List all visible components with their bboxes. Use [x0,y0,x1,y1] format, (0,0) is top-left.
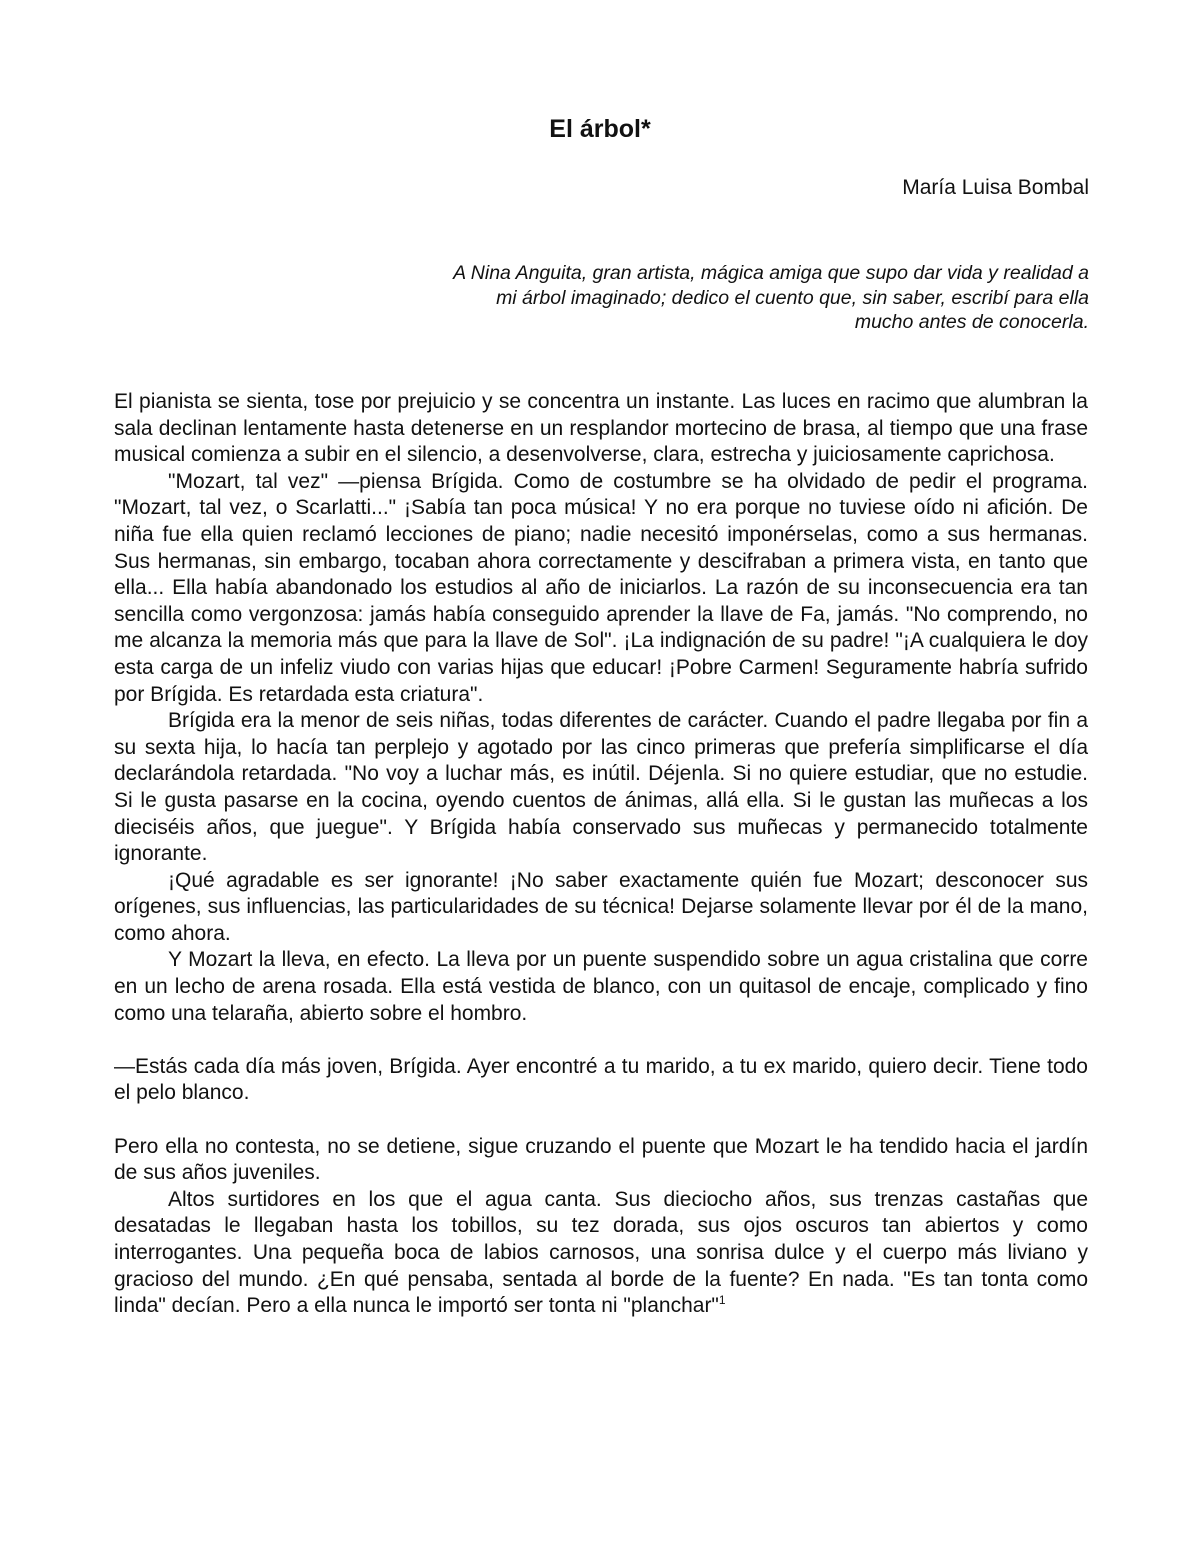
paragraph-dialogue: —Estás cada día más joven, Brígida. Ayer encontré a tu marido, a tu ex marido, quiero decir. Tiene todo el pelo blanco. [114,1054,1088,1105]
dedication: A Nina Anguita, gran artista, mágica amiga que supo dar vida y realidad a mi árbol imaginado; dedico el cuento que, sin saber, escribí para ella mucho antes de conocerla. [453,262,1089,333]
paragraph: Y Mozart la lleva, en efecto. La lleva por un puente suspendido sobre un agua cristalina que corre en un lecho de arena rosada. Ella está vestida de blanco, con un quitasol de encaje, complicado y fino como una telaraña, abierto sobre el hombro. [114,948,1088,1025]
story-body [114,389,1088,1320]
document-title: El árbol* [549,115,651,143]
paragraph: Brígida era la menor de seis niñas, todas diferentes de carácter. Cuando el padre llegaba por fin a su sexta hija, lo hacía tan perplejo y agotado por las cinco primeras que prefería simplificarse el día declarándola retardada. "No voy a luchar más, es inútil. Déjenla. Si no quiere estudiar, que no estudie. Si le gusta pasarse en la cocina, oyendo cuentos de ánimas, allá ella. Si le gustan las muñecas a los dieciséis años, que juegue". Y Brígida había conservado sus muñecas y permanecido totalmente ignorante. [114,709,1088,866]
paragraph [114,1187,1088,1320]
paragraph: "Mozart, tal vez" —piensa Brígida. Como de costumbre se ha olvidado de pedir el programa. "Mozart, tal vez, o Scarlatti..." ¡Sabía tan poca música! Y no era porque no tuviese oído ni afición. De niña fue ella quien reclamó lecciones de piano; nadie necesitó imponérselas, como a sus hermanas. Sus hermanas, sin embargo, tocaban ahora correctamente y descifraban a primera vista, en tanto que ella... Ella había abandonado los estudios al año de iniciarlos. La razón de su inconsecuencia era tan sencilla como vergonzosa: jamás había conseguido aprender la llave de Fa, jamás. "No comprendo, no me alcanza la memoria más que para la llave de Sol". ¡La indignación de su padre! "¡A cualquiera le doy esta carga de un infeliz viudo con varias hijas que educar! ¡Pobre Carmen! Seguramente habría sufrido por Brígida. Es retardada esta criatura". [114,469,1088,706]
paragraph: ¡Qué agradable es ser ignorante! ¡No saber exactamente quién fue Mozart; desconocer sus orígenes, sus influencias, las particularidades de su técnica! Dejarse solamente llevar por él de la mano, como ahora. [114,868,1088,945]
paragraph: Pero ella no contesta, no se detiene, sigue cruzando el puente que Mozart le ha tendido hacia el jardín de sus años juveniles. [114,1134,1088,1185]
document-author: María Luisa Bombal [902,176,1089,199]
paragraph: El pianista se sienta, tose por prejuicio y se concentra un instante. Las luces en racimo que alumbran la sala declinan lentamente hasta detenerse en un resplandor mortecino de brasa, al tiempo que una frase musical comienza a subir en el silencio, a desenvolverse, clara, estrecha y juiciosamente caprichosa. [114,390,1088,467]
footnote-mark[interactable]: 1 [718,1293,726,1308]
paragraph-text: Altos surtidores en los que el agua canta. Sus dieciocho años, sus trenzas castañas que desatadas le llegaban hasta los tobillos, su tez dorada, sus ojos oscuros tan abiertos y como interrogantes. Una pequeña boca de labios carnosos, una sonrisa dulce y el cuerpo más liviano y gracioso del mundo. ¿En qué pensaba, sentada al borde de la fuente? En nada. "Es tan tonta como linda" decían. Pero a ella nunca le importó ser tonta ni "planchar" [114,1187,1088,1318]
